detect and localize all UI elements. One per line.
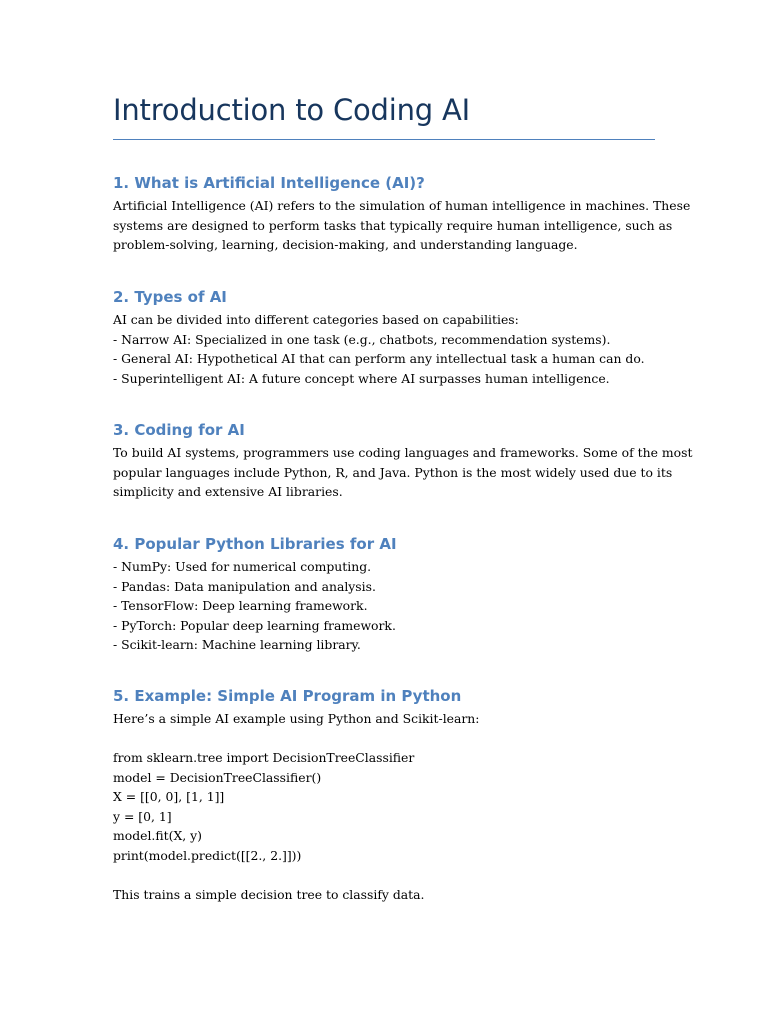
body-line: problem-solving, learning, decision-making, and understanding language. bbox=[113, 237, 578, 252]
body-line: simplicity and extensive AI libraries. bbox=[113, 484, 343, 499]
list-item: - Scikit-learn: Machine learning library. bbox=[113, 637, 361, 652]
section-body bbox=[113, 443, 693, 502]
body-line: To build AI systems, programmers use coding languages and frameworks. Some of the most bbox=[113, 445, 693, 460]
section-example-program bbox=[113, 686, 658, 904]
list-item: - NumPy: Used for numerical computing. bbox=[113, 559, 372, 574]
list-item: - TensorFlow: Deep learning framework. bbox=[113, 598, 368, 613]
intro-text: Here’s a simple AI example using Python and Scikit-learn: bbox=[113, 711, 480, 726]
section-coding-for-ai bbox=[113, 420, 693, 502]
code-line: X = [[0, 0], [1, 1]] bbox=[113, 789, 225, 804]
section-types-of-ai bbox=[113, 287, 658, 388]
section-heading: 5. Example: Simple AI Program in Python bbox=[113, 687, 462, 705]
section-body bbox=[113, 310, 658, 388]
document-title: Introduction to Coding AI bbox=[113, 93, 471, 127]
body-line: systems are designed to perform tasks that typically require human intelligence, such as bbox=[113, 217, 673, 233]
list-item: - PyTorch: Popular deep learning framework. bbox=[113, 617, 396, 633]
code-line: from sklearn.tree import DecisionTreeClassifier bbox=[113, 750, 415, 765]
body-line: popular languages include Python, R, and Java. Python is the most widely used due to its bbox=[113, 464, 673, 480]
section-heading: 4. Popular Python Libraries for AI bbox=[113, 535, 397, 553]
section-heading: 3. Coding for AI bbox=[113, 421, 245, 439]
blank-line bbox=[113, 729, 658, 749]
body-line: Artificial Intelligence (AI) refers to the simulation of human intelligence in machines. These bbox=[113, 198, 691, 213]
body-line: - Superintelligent AI: A future concept where AI surpasses human intelligence. bbox=[113, 370, 610, 386]
section-heading: 1. What is Artificial Intelligence (AI)? bbox=[113, 174, 425, 192]
title-underline bbox=[113, 139, 655, 140]
section-python-libraries bbox=[113, 534, 658, 655]
section-what-is-ai bbox=[113, 173, 691, 255]
section-body bbox=[113, 557, 658, 655]
body-line: - Narrow AI: Specialized in one task (e.g., chatbots, recommendation systems). bbox=[113, 331, 611, 347]
outro-text: This trains a simple decision tree to classify data. bbox=[113, 886, 425, 902]
section-body bbox=[113, 196, 691, 255]
body-line: - General AI: Hypothetical AI that can perform any intellectual task a human can do. bbox=[113, 351, 645, 366]
code-line: y = [0, 1] bbox=[113, 808, 172, 824]
list-item: - Pandas: Data manipulation and analysis. bbox=[113, 578, 376, 594]
section-body bbox=[113, 709, 658, 904]
blank-line bbox=[113, 865, 658, 885]
section-heading: 2. Types of AI bbox=[113, 288, 227, 306]
code-line: model.fit(X, y) bbox=[113, 828, 202, 843]
code-line: model = DecisionTreeClassifier() bbox=[113, 769, 322, 785]
body-line: AI can be divided into different categories based on capabilities: bbox=[113, 312, 519, 327]
code-line: print(model.predict([[2., 2.]])) bbox=[113, 847, 302, 863]
